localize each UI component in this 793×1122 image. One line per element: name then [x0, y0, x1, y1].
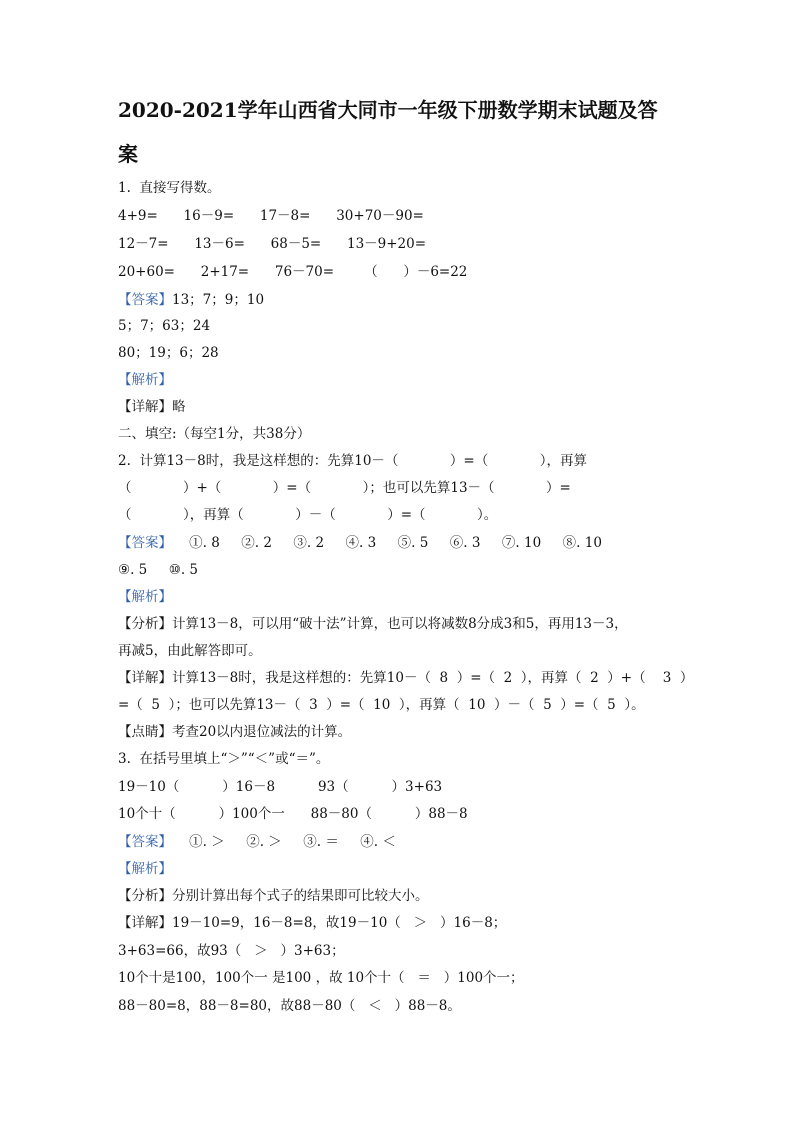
- answer-tag: 【答案】: [118, 535, 172, 551]
- q2-fenxi-line-2: 再减5，由此解答即可。: [118, 643, 262, 659]
- q2-line-2: （ ）+（ ）=（ ）；也可以先算13－（ ）=: [118, 480, 571, 496]
- fenxi-tag: 【分析】: [118, 888, 172, 904]
- q3-heading: 3. 在括号里填上“＞”“＜”或“＝”。: [118, 751, 330, 767]
- q1-answer-line-3: 80；19；6；28: [118, 345, 219, 361]
- q2-fenxi: [118, 615, 628, 633]
- q3-row-2: 10个十（ ）100个一 88－80（ ）88－8: [118, 806, 468, 822]
- q3-answer-text: ①. ＞ ②. ＞ ③. ＝ ④. ＜: [172, 834, 396, 850]
- detail-tag: 【详解】: [118, 670, 172, 686]
- q2-answer: [118, 534, 602, 552]
- q1-row-2: 12－7= 13－6= 68－5= 13－9+20=: [118, 236, 427, 252]
- dianjing-tag: 【点睛】: [118, 724, 172, 740]
- answer-tag: 【答案】: [118, 834, 172, 850]
- q3-row-1: 19－10（ ）16－8 93（ ）3+63: [118, 779, 443, 795]
- q1-answer-line-2: 5；7；63；24: [118, 318, 211, 334]
- q1-detail-text: 略: [172, 399, 186, 415]
- q1-analysis-tag: 【解析】: [118, 372, 172, 388]
- q2-dianjing: [118, 723, 351, 741]
- q3-detail-line-1: 19－10=9，16－8=8，故19－10（ ＞ ）16－8；: [172, 915, 507, 931]
- q2-answer-line-2: ⑨. 5 ⑩. 5: [118, 562, 199, 578]
- detail-tag: 【详解】: [118, 915, 172, 931]
- q2-dianjing-text: 考查20以内退位减法的计算。: [172, 724, 352, 740]
- q3-detail-line-2: 3+63=66，故93（ ＞ ）3+63；: [118, 943, 345, 959]
- fenxi-tag: 【分析】: [118, 616, 172, 632]
- q2-line-1: 2. 计算13－8时，我是这样想的：先算10－（ ）=（ ），再算: [118, 453, 587, 469]
- q2-detail-line-2: =（ 5 ）；也可以先算13－（ 3 ）=（ 10 ），再算（ 10 ）－（ 5 ）=（ 5 ）。: [118, 697, 645, 713]
- q3-analysis-tag: 【解析】: [118, 861, 172, 877]
- document-title-line-2: 案: [118, 142, 138, 166]
- answer-tag: 【答案】: [118, 292, 172, 308]
- q1-answer: [118, 291, 264, 309]
- q2-answer-line-1: ①. 8 ②. 2 ③. 2 ④. 3 ⑤. 5 ⑥. 3 ⑦. 10 ⑧. 10: [172, 535, 602, 551]
- q3-detail-line-4: 88－80=8，88－8=80，故88－80（ ＜ ）88－8。: [118, 998, 461, 1014]
- q2-analysis-tag: 【解析】: [118, 589, 172, 605]
- q1-detail: [118, 398, 186, 416]
- document-title-line-1: 2020-2021学年山西省大同市一年级下册数学期末试题及答: [118, 98, 658, 122]
- q3-fenxi-text: 分别计算出每个式子的结果即可比较大小。: [172, 888, 429, 904]
- q3-detail: [118, 914, 506, 932]
- q2-line-3: （ ），再算（ ）－（ ）=（ ）。: [118, 507, 498, 523]
- section-2-heading: 二、填空:（每空1分，共38分）: [118, 426, 311, 442]
- q1-heading: 1. 直接写得数。: [118, 180, 221, 196]
- q2-detail: [118, 669, 693, 687]
- q2-detail-line-1: 计算13－8时，我是这样想的：先算10－（ 8 ）=（ 2 ），再算（ 2 ）+（ 3 ）: [172, 670, 694, 686]
- q1-row-3: 20+60= 2+17= 76－70= （ ）－6=22: [118, 264, 468, 280]
- q1-answer-line-1: 13；7；9；10: [172, 292, 265, 308]
- q3-detail-line-3: 10个十是100，100个一 是100 ，故 10个十（ ＝ ）100个一；: [118, 970, 524, 986]
- q3-answer: [118, 833, 396, 851]
- q1-row-1: 4+9= 16－9= 17－8= 30+70－90=: [118, 208, 424, 224]
- q2-fenxi-line-1: 计算13－8，可以用“破十法”计算，也可以将减数8分成3和5，再用13－3，: [172, 616, 628, 632]
- q3-fenxi: [118, 887, 429, 905]
- detail-tag: 【详解】: [118, 399, 172, 415]
